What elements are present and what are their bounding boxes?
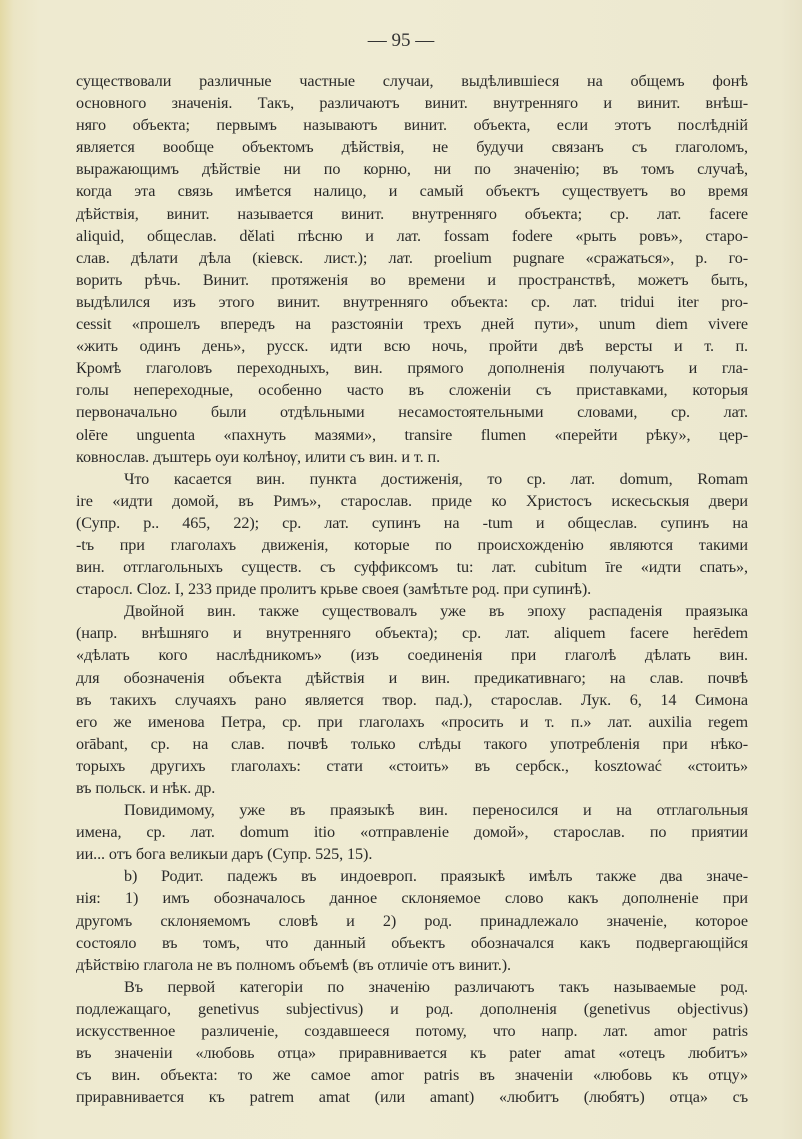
text-line: няго объекта; первымъ называютъ винит. объекта, если этотъ послѣдній	[76, 116, 748, 135]
text-line: для обозначенія объекта дѣйствія и вин. предикативнаго; на слав. почвѣ	[76, 668, 748, 687]
text-line: «дѣлать кого наслѣдникомъ» (изъ соединенія при глаголѣ дѣлать вин.	[76, 646, 748, 665]
text-line: дѣйствію глагола не въ полномъ объемѣ (въ отличіе отъ винит.).	[76, 955, 511, 974]
text-line: въ польск. и нѣк. др.	[76, 779, 216, 797]
text-line: Что касается вин. пункта достиженія, то ср. лат. domum, Romam	[124, 469, 748, 488]
text-line: -tъ при глаголахъ движенія, которые по происхожденію являются такими	[76, 535, 748, 554]
paragraph	[76, 799, 748, 865]
text-line: ire «идти домой, въ Римъ», старослав. приде ко Христосъ искесьскыя двери	[76, 491, 748, 510]
text-line: (напр. внѣшняго и внутренняго объекта); ср. лат. aliquem facere herēdem	[76, 624, 748, 643]
text-line: является вообще объектомъ дѣйствія, не будучи связанъ съ глаголомъ,	[76, 138, 748, 157]
text-line: голы непереходные, особенно часто въ сложеніи съ приставками, которыя	[76, 381, 748, 400]
text-line: aliquid, общеслав. dělati пѣсню и лат. fossam fodere «рыть ровъ», старо-	[76, 226, 748, 245]
text-line: (Супр. р.. 465, 22); ср. лат. супинъ на -tum и общеслав. супинъ на	[76, 513, 748, 532]
text-line: основного значенія. Такъ, различаютъ винит. внутренняго и винит. внѣш-	[76, 94, 748, 113]
text-line: въ такихъ случаяхъ рано является твор. пад.), старослав. Лук. 6, 14 Симона	[76, 690, 748, 709]
paragraph	[76, 70, 748, 468]
paragraph	[76, 468, 748, 601]
text-line: имена, ср. лат. domum itio «отправленіе домой», старослав. по приятии	[76, 823, 748, 842]
text-line: старосл. Cloz. I, 233 приде пролитъ крьве своея (замѣтьте род. при супинѣ).	[76, 580, 592, 599]
text-line: olēre unguenta «пахнуть мазями», transire flumen «перейти рѣку», цер-	[76, 425, 748, 444]
text-line: его же именова Петра, ср. при глаголахъ «просить и т. п.» лат. auxilia regem	[76, 712, 748, 731]
text-line: существовали различные частные случаи, выдѣлившіеся на общемъ фонѣ	[76, 72, 748, 90]
text-line: торыхъ другихъ глаголахъ: стати «стоить» въ сербск., kosztować «стоить»	[76, 756, 748, 775]
text-line: съ вин. объекта: то же самое amor patris въ значеніи «любовь къ отцу»	[76, 1066, 748, 1085]
text-line: выдѣлился изъ этого винит. внутренняго объекта: ср. лат. tridui iter pro-	[76, 292, 748, 311]
paragraph	[76, 976, 748, 1109]
text-line: ии... отъ бога великыи даръ (Супр. 525, 15).	[76, 845, 373, 864]
text-line: «жить одинъ день», русск. идти всю ночь, пройти двѣ версты и т. п.	[76, 337, 748, 356]
text-line: слав. дѣлати дѣла (кіевск. лист.); лат. proelium pugnare «сражаться», р. го-	[76, 248, 748, 267]
text-line: состояло въ томъ, что данный объектъ обозначался какъ подвергающійся	[76, 933, 748, 952]
text-line: ворить рѣчь. Винит. протяженія во времени и пространствѣ, можетъ быть,	[76, 270, 748, 289]
text-line: приравнивается къ patrem amat (или amant) «любитъ (любятъ) отца» съ	[76, 1088, 748, 1107]
text-line: нія: 1) имъ обозначалось данное склоняемое слово какъ дополненіе при	[76, 889, 748, 908]
paragraph	[76, 600, 748, 799]
text-line: Кромѣ глаголовъ переходныхъ, вин. прямого дополненія получаютъ и гла-	[76, 359, 748, 378]
page-body-text	[76, 70, 748, 1108]
page-number: — 95 —	[367, 30, 435, 51]
text-line: когда эта связь имѣется налицо, и самый объектъ существуетъ во время	[76, 182, 748, 201]
text-line: искусственное различеніе, создавшееся потому, что напр. лат. amor patris	[76, 1022, 748, 1041]
text-line: b) Родит. падежъ въ индоевроп. праязыкѣ имѣлъ также два значе-	[124, 867, 748, 886]
text-line: вин. отглагольныхъ существ. съ суффиксомъ tu: лат. cubitum īre «идти спать»,	[76, 558, 748, 577]
text-line: Двойной вин. также существовалъ уже въ эпоху распаденія праязыка	[124, 602, 748, 621]
text-line: дѣйствія, винит. называется винит. внутренняго объекта; ср. лат. facere	[76, 204, 748, 223]
text-line: Въ первой категоріи по значенію различаютъ такъ называемые род.	[124, 977, 748, 996]
text-line: первоначально были отдѣльными несамостоятельными словами, ср. лат.	[76, 403, 748, 422]
paragraph	[76, 865, 748, 975]
text-line: Повидимому, уже въ праязыкѣ вин. переносился и на отглагольныя	[124, 801, 748, 820]
text-line: подлежащаго, genetivus subjectivus) и род. дополненія (genetivus objectivus)	[76, 999, 748, 1018]
text-line: ковнослав. дъштерь оуи колѣнѹ, илити съ вин. и т. п.	[76, 447, 441, 466]
text-line: cessit «прошелъ впередъ на разстояніи трехъ дней пути», unum diem vivere	[76, 315, 748, 334]
text-line: выражающимъ дѣйствіе ни по корню, ни по значенію; въ томъ случаѣ,	[76, 160, 748, 179]
text-line: другомъ склоняемомъ словѣ и 2) род. принадлежало значеніе, которое	[76, 911, 748, 930]
text-line: orābant, ср. на слав. почвѣ только слѣды такого употребленія при нѣко-	[76, 734, 748, 753]
text-line: въ значеніи «любовь отца» приравнивается къ pater amat «отецъ любитъ»	[76, 1044, 748, 1063]
